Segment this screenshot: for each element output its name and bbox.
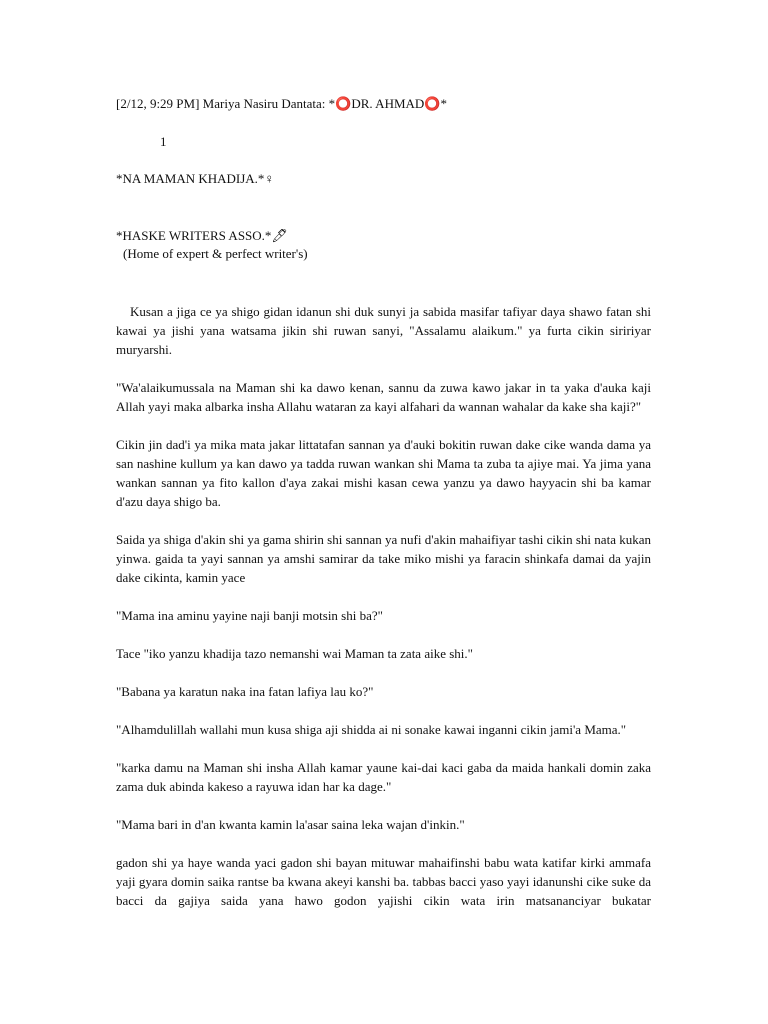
paragraph: "Babana ya karatun naka ina fatan lafiya lau ko?" (116, 684, 374, 699)
paragraph: Cikin jin dad'i ya mika mata jakar littatafan sannan ya d'auki bokitin ruwan dake cike wanda dama ya san nashine kullum ya kan dawo ya tadda ruwan wankan shi Mama ta zuba ta ajiye mai. Ya jima yana wankan sannan ya fito kallon d'aya zakai mishi kasan cewa yanzu ya dawo hayyacin shi ba kamar d'azu daya shigo ba. (116, 437, 651, 509)
association-tagline: (Home of expert & perfect writer's) (123, 246, 308, 261)
paragraph: gadon shi ya haye wanda yaci gadon shi bayan mituwar mahaifinshi babu wata katifar kirki ammafa yaji gyara domin saika rantse ba kwana akeyi kanshi ba. tabbas bacci yaso yayi idanunshi cike suke da bacci da gajiya saida yana hawo godon yajishi cikin wata irin matsananciyar bukatar (116, 855, 651, 908)
paragraph: Tace "iko yanzu khadija tazo nemanshi wai Maman ta zata aike shi." (116, 646, 473, 661)
paragraph: "Alhamdulillah wallahi mun kusa shiga aji shidda ai ni sonake kawai inganni cikin jami'a Mama." (116, 722, 627, 737)
paragraph: "Mama bari in d'an kwanta kamin la'asar saina leka wajan d'inkin." (116, 817, 465, 832)
paragraph: Kusan a jiga ce ya shigo gidan idanun shi duk sunyi ja sabida masifar tafiyar daya shawo fatan shi kawai ya jishi yana watsama jikin shi ruwan sanyi, "Assalamu alaikum." ya furta cikin siririyar muryarshi. (116, 304, 651, 357)
paragraph: "Mama ina aminu yayine naji banji motsin shi ba?" (116, 608, 383, 623)
paragraph: "Wa'alaikumussala na Maman shi ka dawo kenan, sannu da zuwa kawo jakar in ta yaka d'auka kaji Allah yayi maka albarka insha Allahu wataran za kayi alfahari da wannan wahalar da kake sha kaji?" (116, 380, 651, 414)
paragraph: Saida ya shiga d'akin shi ya gama shirin shi sannan ya nufi d'akin mahaifiyar tashi cikin shi nata kukan yinwa. gaida ta yayi sannan ya amshi samirar da take miko mishi ya faracin shinkafa damai da yajin dake cikinta, kamin yace (116, 532, 651, 585)
association-name: *HASKE WRITERS ASSO.*🖊 (116, 228, 288, 243)
paragraph: "karka damu na Maman shi insha Allah kamar yaune kai-dai kaci gaba da maida hankali domin zaka zama duk abinda kakeso a rayuwa idan har ka dage." (116, 760, 651, 794)
story-title: *NA MAMAN KHADIJA.*♀ (116, 171, 275, 186)
document-page (116, 95, 651, 910)
chat-header-line: [2/12, 9:29 PM] Mariya Nasiru Dantata: *⭕DR. AHMAD⭕* (116, 96, 447, 111)
chapter-number: 1 (160, 134, 167, 149)
